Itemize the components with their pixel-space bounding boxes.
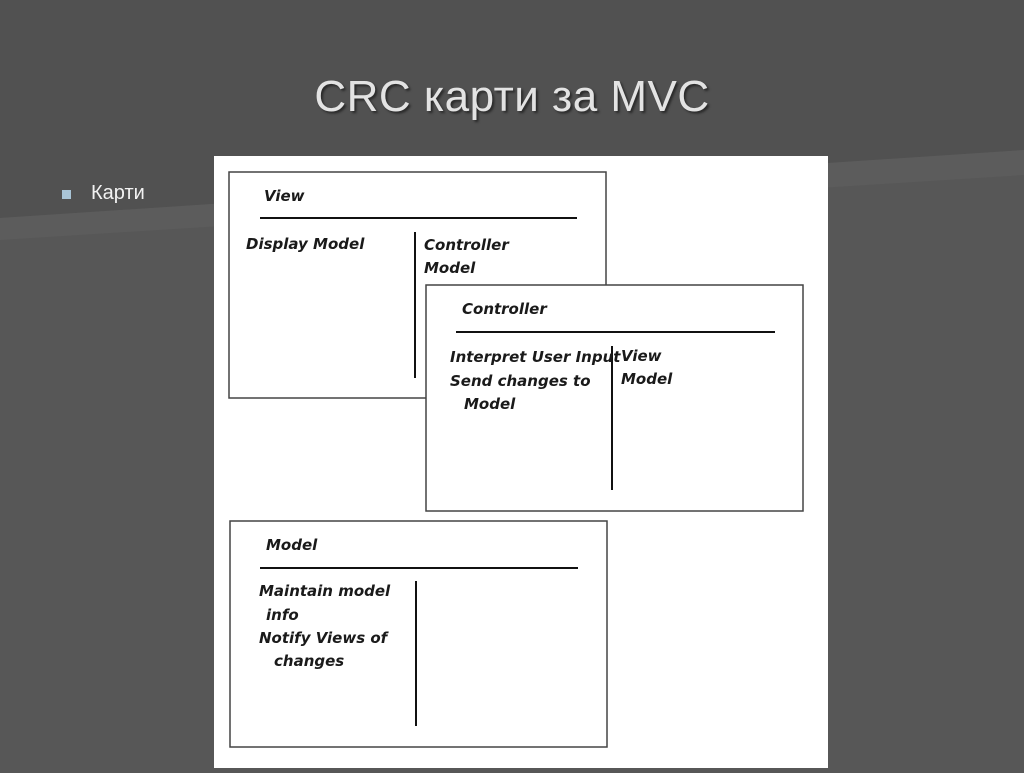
card-collaborator: View bbox=[621, 347, 662, 365]
card-class-name: Model bbox=[266, 536, 318, 554]
slide-title: CRC карти за MVC bbox=[314, 72, 710, 121]
card-class-name: Controller bbox=[462, 300, 547, 318]
card-responsibility: Notify Views of bbox=[259, 629, 388, 647]
card-responsibility: Interpret User Input bbox=[450, 348, 621, 366]
card-collaborator: Model bbox=[424, 259, 476, 277]
card-responsibility: Model bbox=[464, 395, 516, 413]
card-collaborator: Model bbox=[621, 370, 673, 388]
square-bullet-icon bbox=[62, 190, 71, 199]
card-responsibility: Maintain model bbox=[259, 582, 391, 600]
bullet-item bbox=[62, 182, 145, 205]
crc-diagram bbox=[214, 156, 828, 768]
crc-card-controller bbox=[426, 285, 803, 511]
card-collaborator: Controller bbox=[424, 236, 509, 254]
card-responsibility: changes bbox=[274, 652, 345, 670]
card-responsibility: Display Model bbox=[246, 235, 365, 253]
card-responsibility: Send changes to bbox=[450, 372, 591, 390]
bullet-text: Карти bbox=[91, 182, 145, 204]
card-class-name: View bbox=[264, 187, 305, 205]
crc-card-model bbox=[230, 521, 607, 747]
card-responsibility: info bbox=[266, 606, 299, 624]
